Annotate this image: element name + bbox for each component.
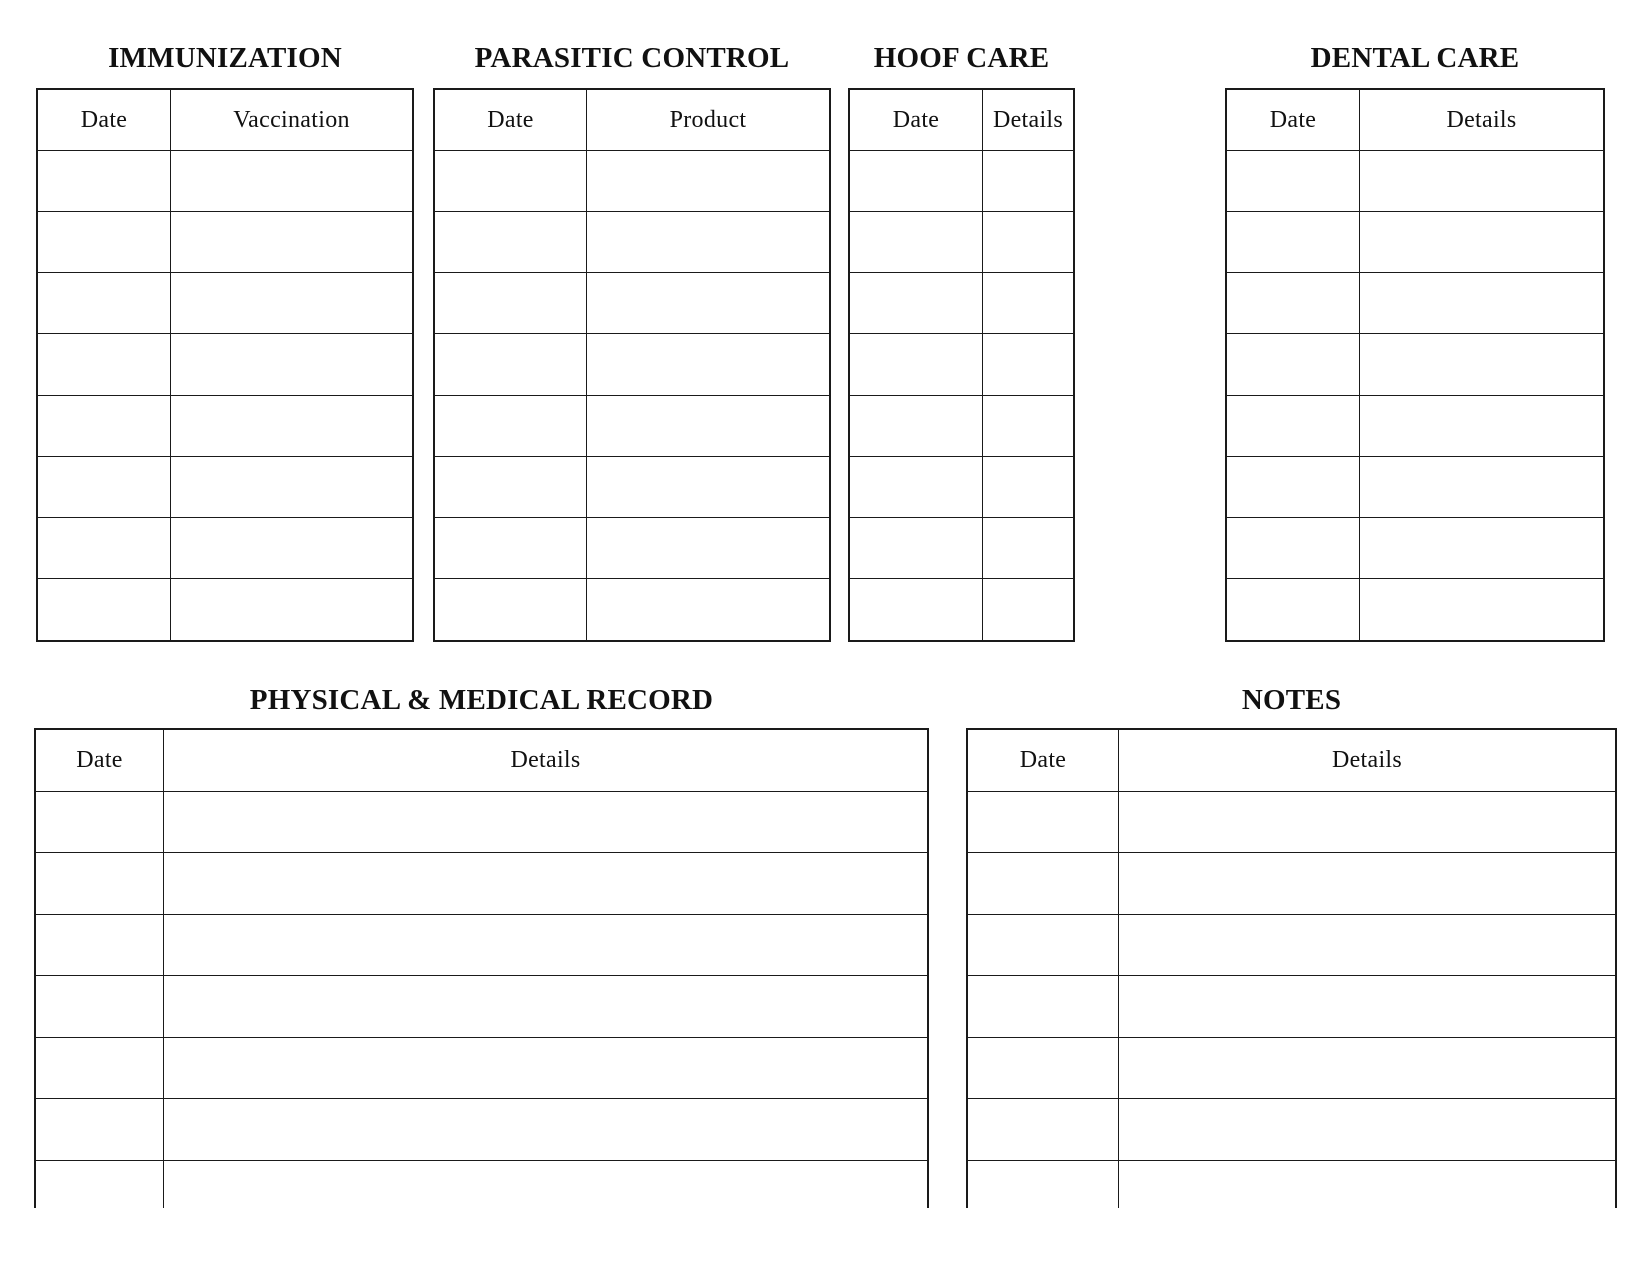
entry-cell-vaccination[interactable] — [171, 396, 412, 457]
entry-cell-date[interactable] — [36, 1038, 164, 1100]
entry-cell-date[interactable] — [435, 212, 587, 273]
notes-title: NOTES — [1241, 684, 1342, 716]
entry-cell-product[interactable] — [587, 457, 829, 518]
column-header-date: Date — [435, 90, 587, 151]
entry-cell-date[interactable] — [36, 976, 164, 1038]
entry-cell-details[interactable] — [983, 396, 1073, 457]
hoof-care-title: HOOF CARE — [873, 42, 1050, 74]
entry-cell-details[interactable] — [1360, 518, 1603, 579]
entry-cell-date[interactable] — [1227, 518, 1360, 579]
entry-cell-date[interactable] — [968, 915, 1119, 977]
parasitic-control-section — [433, 30, 831, 642]
entry-cell-details[interactable] — [1119, 1161, 1615, 1209]
entry-cell-date[interactable] — [1227, 273, 1360, 334]
entry-cell-product[interactable] — [587, 396, 829, 457]
entry-cell-details[interactable] — [983, 579, 1073, 640]
dental-care-title: DENTAL CARE — [1310, 42, 1520, 74]
entry-cell-details[interactable] — [1360, 212, 1603, 273]
entry-cell-vaccination[interactable] — [171, 457, 412, 518]
entry-cell-date[interactable] — [850, 518, 983, 579]
physical-medical-record-section — [34, 670, 929, 1230]
entry-cell-date[interactable] — [1227, 151, 1360, 212]
entry-cell-date[interactable] — [850, 457, 983, 518]
entry-cell-date[interactable] — [968, 1161, 1119, 1209]
column-header-vaccination: Vaccination — [171, 90, 412, 151]
column-header-details: Details — [1360, 90, 1603, 151]
entry-cell-date[interactable] — [968, 1038, 1119, 1100]
entry-cell-date[interactable] — [850, 579, 983, 640]
entry-cell-details[interactable] — [983, 518, 1073, 579]
entry-cell-date[interactable] — [850, 151, 983, 212]
entry-cell-product[interactable] — [587, 518, 829, 579]
entry-cell-details[interactable] — [1119, 1099, 1615, 1161]
entry-cell-details[interactable] — [983, 151, 1073, 212]
immunization-section — [36, 30, 414, 642]
entry-cell-date[interactable] — [36, 853, 164, 915]
entry-cell-details[interactable] — [164, 976, 927, 1038]
column-header-details: Details — [983, 90, 1073, 151]
entry-cell-details[interactable] — [1119, 1038, 1615, 1100]
entry-cell-details[interactable] — [1119, 976, 1615, 1038]
entry-cell-date[interactable] — [850, 273, 983, 334]
entry-cell-date[interactable] — [850, 334, 983, 395]
entry-cell-details[interactable] — [164, 1038, 927, 1100]
entry-cell-date[interactable] — [850, 396, 983, 457]
entry-cell-details[interactable] — [1119, 792, 1615, 854]
entry-cell-product[interactable] — [587, 273, 829, 334]
entry-cell-date[interactable] — [1227, 457, 1360, 518]
entry-cell-date[interactable] — [435, 457, 587, 518]
entry-cell-date[interactable] — [38, 457, 171, 518]
entry-cell-date[interactable] — [968, 1099, 1119, 1161]
column-header-product: Product — [587, 90, 829, 151]
notes-section — [966, 670, 1617, 1230]
hoof-care-section — [848, 30, 1075, 642]
entry-cell-details[interactable] — [1119, 915, 1615, 977]
entry-cell-vaccination[interactable] — [171, 212, 412, 273]
entry-cell-vaccination[interactable] — [171, 334, 412, 395]
entry-cell-product[interactable] — [587, 151, 829, 212]
entry-cell-details[interactable] — [1360, 151, 1603, 212]
parasitic-control-table — [433, 88, 831, 642]
entry-cell-date[interactable] — [36, 915, 164, 977]
entry-cell-date[interactable] — [38, 151, 171, 212]
entry-cell-details[interactable] — [983, 334, 1073, 395]
entry-cell-vaccination[interactable] — [171, 273, 412, 334]
entry-cell-date[interactable] — [1227, 579, 1360, 640]
entry-cell-vaccination[interactable] — [171, 151, 412, 212]
entry-cell-date[interactable] — [38, 518, 171, 579]
column-header-details: Details — [1119, 730, 1615, 792]
entry-cell-date[interactable] — [1227, 212, 1360, 273]
column-header-date: Date — [850, 90, 983, 151]
entry-cell-date[interactable] — [435, 334, 587, 395]
entry-cell-details[interactable] — [164, 1161, 927, 1209]
entry-cell-details[interactable] — [164, 1099, 927, 1161]
entry-cell-details[interactable] — [983, 457, 1073, 518]
entry-cell-date[interactable] — [435, 396, 587, 457]
entry-cell-date[interactable] — [435, 518, 587, 579]
entry-cell-date[interactable] — [38, 334, 171, 395]
dental-care-section — [1225, 30, 1605, 642]
physical-medical-record-title: PHYSICAL & MEDICAL RECORD — [249, 684, 714, 716]
entry-cell-vaccination[interactable] — [171, 579, 412, 640]
entry-cell-date[interactable] — [435, 273, 587, 334]
entry-cell-date[interactable] — [435, 151, 587, 212]
entry-cell-vaccination[interactable] — [171, 518, 412, 579]
physical-medical-record-table — [34, 728, 929, 1208]
column-header-date: Date — [968, 730, 1119, 792]
entry-cell-date[interactable] — [968, 792, 1119, 854]
column-header-date: Date — [38, 90, 171, 151]
entry-cell-date[interactable] — [968, 976, 1119, 1038]
entry-cell-details[interactable] — [164, 853, 927, 915]
parasitic-control-title: PARASITIC CONTROL — [474, 42, 790, 74]
entry-cell-details[interactable] — [1360, 457, 1603, 518]
entry-cell-details[interactable] — [1360, 579, 1603, 640]
column-header-date: Date — [1227, 90, 1360, 151]
entry-cell-details[interactable] — [1360, 273, 1603, 334]
entry-cell-date[interactable] — [850, 212, 983, 273]
entry-cell-date[interactable] — [1227, 396, 1360, 457]
entry-cell-date[interactable] — [38, 212, 171, 273]
entry-cell-details[interactable] — [164, 792, 927, 854]
notes-table — [966, 728, 1617, 1208]
hoof-care-table — [848, 88, 1075, 642]
entry-cell-details[interactable] — [1360, 396, 1603, 457]
entry-cell-date[interactable] — [1227, 334, 1360, 395]
column-header-details: Details — [164, 730, 927, 792]
dental-care-table — [1225, 88, 1605, 642]
entry-cell-details[interactable] — [983, 212, 1073, 273]
entry-cell-date[interactable] — [435, 579, 587, 640]
immunization-title: IMMUNIZATION — [108, 42, 342, 74]
entry-cell-date[interactable] — [38, 579, 171, 640]
entry-cell-product[interactable] — [587, 212, 829, 273]
immunization-table — [36, 88, 414, 642]
entry-cell-date[interactable] — [36, 792, 164, 854]
entry-cell-details[interactable] — [1119, 853, 1615, 915]
column-header-date: Date — [36, 730, 164, 792]
entry-cell-date[interactable] — [38, 273, 171, 334]
entry-cell-date[interactable] — [968, 853, 1119, 915]
entry-cell-date[interactable] — [38, 396, 171, 457]
entry-cell-product[interactable] — [587, 334, 829, 395]
entry-cell-date[interactable] — [36, 1099, 164, 1161]
entry-cell-details[interactable] — [1360, 334, 1603, 395]
entry-cell-details[interactable] — [164, 915, 927, 977]
entry-cell-details[interactable] — [983, 273, 1073, 334]
entry-cell-date[interactable] — [36, 1161, 164, 1209]
entry-cell-product[interactable] — [587, 579, 829, 640]
